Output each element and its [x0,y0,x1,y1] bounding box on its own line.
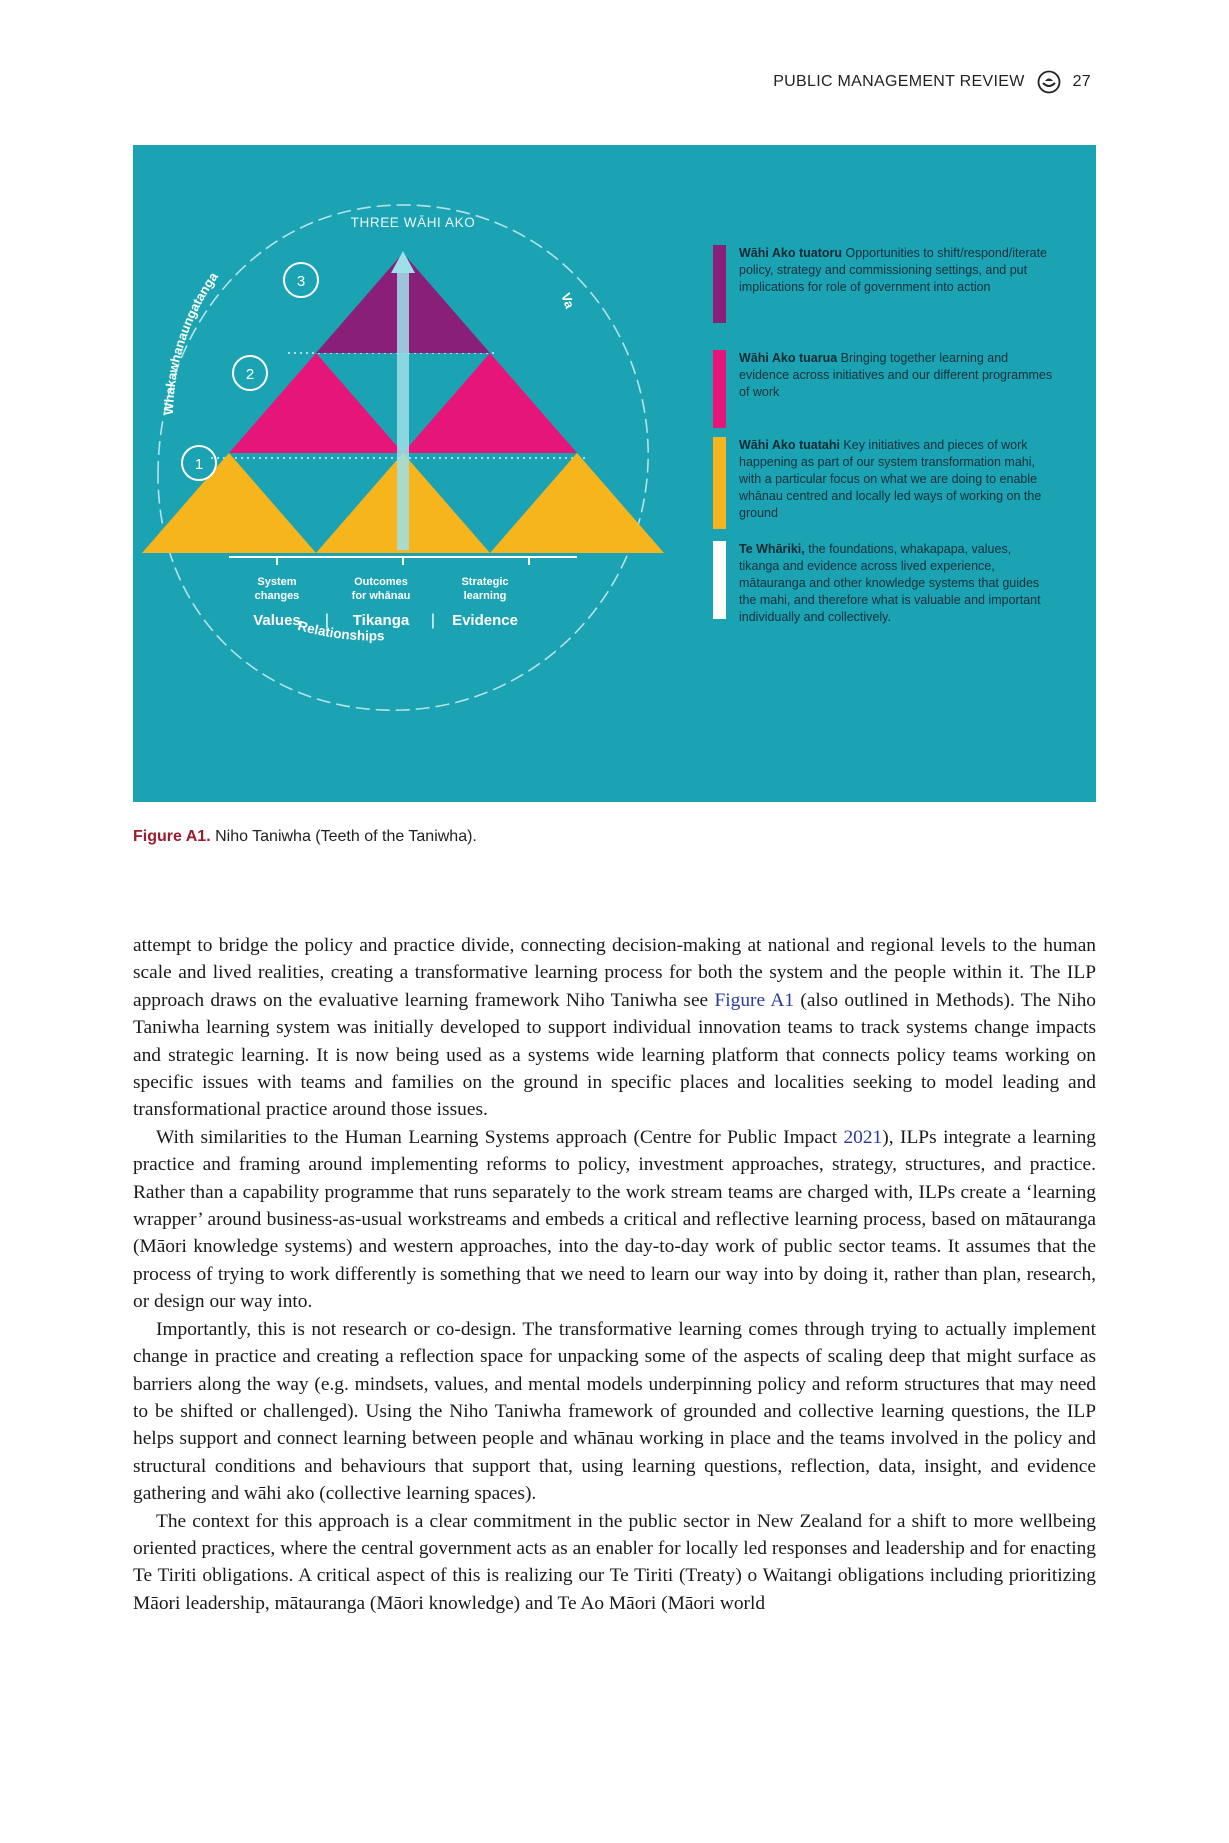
body-text [133,932,1096,1617]
running-head [773,70,1091,94]
paragraph-1: attempt to bridge the policy and practice divide, connecting decision-making at national and regional levels to the human scale and lived realities, creating a transformative learning process for both the system and the people within it. The ILP approach draws on the evaluative learning framework Niho Taniwha see Figure A1 (also outlined in Methods). The Niho Taniwha learning system was initially developed to support individual innovation teams to track systems change impacts and strategic learning. It is now being used as a systems wide learning platform that connects policy teams working on specific issues with teams and families on the ground in specific places and localities seeking to model leading and transformational practice around those issues. [133,935,1096,1121]
column-3-value: Evidence [452,612,518,629]
central-arrow-head [391,251,415,273]
column-separator-1: | [324,612,330,629]
ring-label-right: Va [558,290,578,311]
triangle-bottom-right [490,453,664,553]
paragraph-2: With similarities to the Human Learning Systems approach (Centre for Public Impact 2021), ILPs integrate a learning practice and framing around implementing reforms to policy, investment approaches, strategy, structures, and practice. Rather than a capability programme that runs separately to the work stream teams are charged with, ILPs create a ‘learning wrapper’ around business-as-usual workstreams and embeds a critical and reflective learning process, based on mātauranga (Māori knowledge systems) and western approaches, into the day-to-day work of public sector teams. It assumes that the process of trying to work differently is something that we need to learn our way into by doing it, rather than plan, research, or design our way into. [133,1126,1097,1313]
central-arrow [397,265,409,550]
legend-swatch-purple [713,245,726,323]
level-label-1: 1 [194,456,204,473]
niho-taniwha-figure [133,145,1096,802]
level-label-2: 2 [245,366,255,383]
column-2-value: Tikanga [352,612,410,629]
legend-swatch-yellow [713,437,726,529]
column-1-line2: changes [254,590,300,602]
column-1-value: Values [253,612,301,629]
legend-item-tuatoru [713,245,1053,315]
legend-title-tuatahi: Wāhi Ako tuatahi [739,438,840,452]
ring-label-bottom: Relationships [296,617,385,644]
legend-item-tuarua [713,350,1053,428]
legend-item-tuatahi [713,437,1053,529]
legend-title-tuarua: Wāhi Ako tuarua [739,351,838,365]
figure-caption [133,828,477,846]
triangle-mid-left [229,353,403,453]
column-separator-2: | [430,612,436,629]
caption-text: Niho Taniwha (Teeth of the Taniwha). [210,828,477,845]
column-2-line2: for whānau [351,590,411,602]
figure-a1-link[interactable]: Figure A1 [714,989,795,1011]
paragraph-4: The context for this approach is a clear commitment in the public sector in New Zealand for a shift to more wellbeing oriented practices, where the central government acts as an enabler for locally led responses and leadership and for enacting Te Tiriti obligations. A critical aspect of this is realizing our Te Tiriti (Treaty) o Waitangi obligations including prioritizing Māori leadership, mātauranga (Māori knowledge) and Te Ao Māori (Māori world [133,1510,1096,1614]
paragraph-3: Importantly, this is not research or co-design. The transformative learning comes through trying to actually implement change in practice and creating a reflection space for unpacking some of the aspects of scaling deep that might surface as barriers along the way (e.g. mindsets, values, and mental models underpinning policy and reform structures that may need to be shifted or challenged). Using the Niho Taniwha framework of grounded and collective learning questions, the ILP helps support and connect learning between people and whānau working in place and the teams involved in the policy and structural conditions and behaviours that support that, using learning questions, reflection, data, insight, and evidence gathering and wāhi ako (collective learning spaces). [133,1318,1096,1505]
journal-title: PUBLIC MANAGEMENT REVIEW [773,73,1025,90]
figure-title: THREE WĀHI AKO [350,215,476,230]
legend-item-te-whariki [713,541,1053,626]
crossmark-icon[interactable] [1037,70,1061,94]
ring-label-left: Whakawhanaungatanga [160,269,221,416]
legend-text-tuatahi: Key initiatives and pieces of work happening as part of our system transformation mahi, with a particular focus on what we are doing to enable whānau centred and locally led ways of working on the ground [739,438,1042,520]
caption-label: Figure A1. [133,828,211,845]
legend-swatch-pink [713,350,726,428]
column-3-line2: learning [463,590,507,602]
level-label-3: 3 [296,273,306,290]
legend-title-tuatoru: Wāhi Ako tuatoru [739,246,843,260]
triangle-mid-right [403,353,577,453]
column-2-line1: Outcomes [354,576,408,588]
page-number: 27 [1072,73,1091,90]
legend-text-tuatoru: Opportunities to shift/respond/iterate policy, strategy and commissioning settings, and put implications for role of government into action [739,246,1047,294]
legend-text-tuarua: Bringing together learning and evidence across initiatives and our different programmes of work [739,351,1053,399]
legend-text-te-whariki: the foundations, whakapapa, values, tikanga and evidence across lived experience, mātauranga and other knowledge systems that guides the mahi, and therefore what is valuable and important individually and collectively. [739,542,1041,624]
legend-swatch-white [713,541,726,619]
column-1-line1: System [257,576,297,588]
column-3-line1: Strategic [461,576,509,588]
citation-link-2021[interactable]: 2021 [843,1126,883,1148]
legend-title-te-whariki: Te Whāriki, [739,542,805,556]
